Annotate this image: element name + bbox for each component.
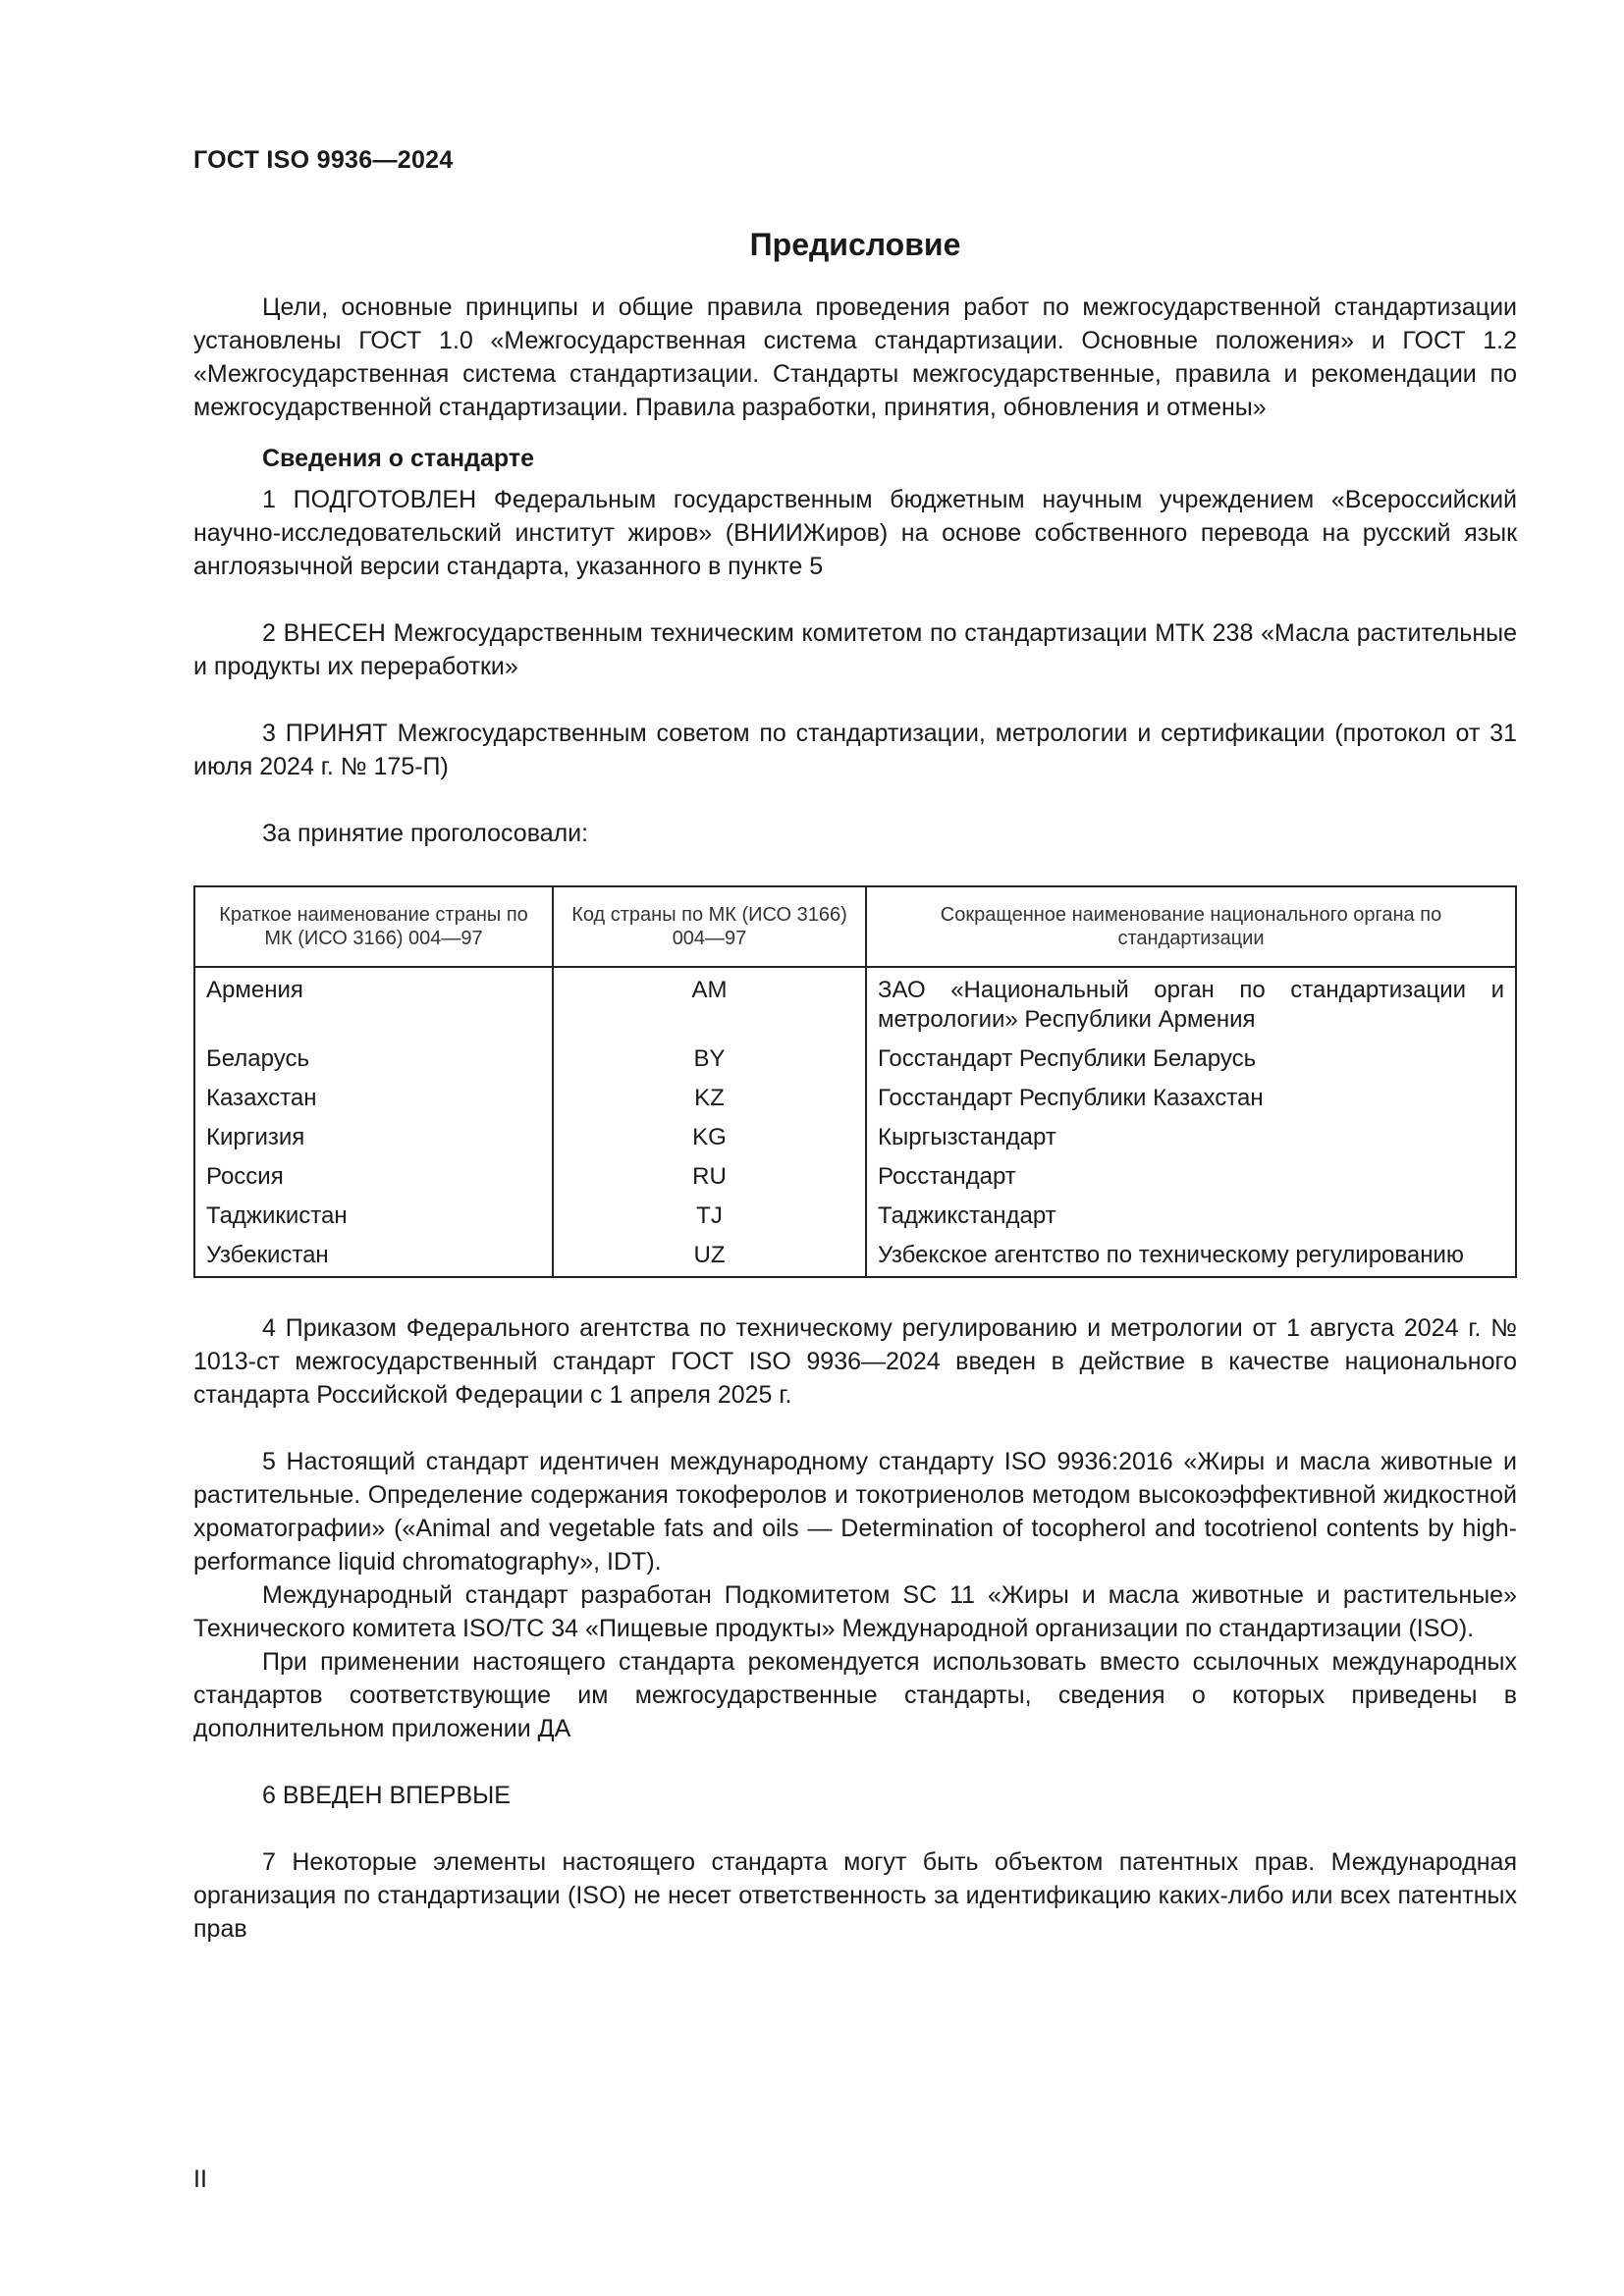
country-code: RU <box>553 1157 866 1197</box>
table-row <box>194 1197 1516 1236</box>
national-body: Узбекское агентство по техническому регулированию <box>878 1242 1464 1269</box>
country-name: Казахстан <box>194 1079 553 1118</box>
country-name: Россия <box>194 1157 553 1197</box>
item-3-paragraph: 3 ПРИНЯТ Межгосударственным советом по стандартизации, метрологии и сертификации (протокол от 31 июля 2024 г. № 175-П) <box>193 720 1517 781</box>
vote-intro: За принятие проголосовали: <box>262 820 589 848</box>
header-country-code: Код страны по МК (ИСО 3166) 004—97 <box>553 886 866 967</box>
voting-table <box>193 885 1517 1278</box>
item-5-application-paragraph: При применении настоящего стандарта рекомендуется использовать вместо ссылочных международных стандартов соответствующие им межгосударственные стандарты, сведения о которых приведены в дополнительном приложении ДА <box>193 1648 1517 1743</box>
country-name: Армения <box>194 967 553 1040</box>
country-code: KG <box>553 1118 866 1157</box>
national-body: Росстандарт <box>878 1163 1016 1191</box>
country-name: Таджикистан <box>194 1197 553 1236</box>
country-code: UZ <box>553 1236 866 1277</box>
document-page <box>193 145 1517 1946</box>
country-name: Киргизия <box>194 1118 553 1157</box>
item-5-paragraph: 5 Настоящий стандарт идентичен международному стандарту ISO 9936:2016 «Жиры и масла животные и растительные. Определение содержания токоферолов и токотриенолов методом высокоэффективной жидкостной хроматографии» («Animal and vegetable fats and oils — Determination of tocopherol and tocotrienol contents by high-performance liquid chromatography», IDT). <box>193 1448 1517 1576</box>
country-code: KZ <box>553 1079 866 1118</box>
table-row <box>194 1236 1516 1277</box>
table-row <box>194 1157 1516 1197</box>
item-2-paragraph: 2 ВНЕСЕН Межгосударственным техническим комитетом по стандартизации МТК 238 «Масла растительные и продукты их переработки» <box>193 619 1517 681</box>
table-row <box>194 967 1516 1040</box>
country-code: AM <box>553 967 866 1040</box>
page-number: II <box>193 2165 207 2193</box>
header-national-body: Сокращенное наименование национального органа по стандартизации <box>866 886 1516 967</box>
national-body: Госстандарт Республики Казахстан <box>878 1085 1264 1112</box>
item-1-paragraph: 1 ПОДГОТОВЛЕН Федеральным государственным бюджетным научным учреждением «Всероссийский научно-исследовательский институт жиров» (ВНИИЖиров) на основе собственного перевода на русский язык англоязычной версии стандарта, указанного в пункте 5 <box>193 486 1517 581</box>
country-name: Узбекистан <box>194 1236 553 1277</box>
table-row <box>194 1118 1516 1157</box>
national-body: Таджикстандарт <box>878 1202 1056 1230</box>
item-6-paragraph: 6 ВВЕДЕН ВПЕРВЫЕ <box>262 1782 511 1810</box>
item-4-paragraph: 4 Приказом Федерального агентства по техническому регулированию и метрологии от 1 августа 2024 г. № 1013-ст межгосударственный стандарт ГОСТ ISO 9936—2024 введен в действие в качестве национального стандарта Российской Федерации с 1 апреля 2025 г. <box>193 1314 1517 1410</box>
table-row <box>194 1079 1516 1118</box>
national-body: Кыргызстандарт <box>878 1124 1056 1151</box>
intro-paragraph: Цели, основные принципы и общие правила проведения работ по межгосударственной стандартизации установлены ГОСТ 1.0 «Межгосударственная система стандартизации. Основные положения» и ГОСТ 1.2 «Межгосударственная система стандартизации. Стандарты межгосударственные, правила и рекомендации по межгосударственной стандартизации. Правила разработки, принятия, обновления и отмены» <box>193 294 1517 422</box>
page-title: Предисловие <box>749 227 961 262</box>
national-body: ЗАО «Национальный орган по стандартизации и метрологии» Республики Армения <box>878 977 1504 1034</box>
national-body: Госстандарт Республики Беларусь <box>878 1045 1257 1073</box>
item-7-paragraph: 7 Некоторые элементы настоящего стандарта могут быть объектом патентных прав. Международная организация по стандартизации (ISO) не несет ответственность за идентификацию каких-либо или всех патентных прав <box>193 1848 1517 1944</box>
document-header: ГОСТ ISO 9936—2024 <box>193 146 454 174</box>
section-subheading: Сведения о стандарте <box>262 445 535 473</box>
country-code: TJ <box>553 1197 866 1236</box>
table-header-row <box>194 886 1516 967</box>
header-country-name: Краткое наименование страны по МК (ИСО 3166) 004—97 <box>194 886 553 967</box>
item-5-development-paragraph: Международный стандарт разработан Подкомитетом SC 11 «Жиры и масла животные и растительные» Технического комитета ISO/TC 34 «Пищевые продукты» Международной организации по стандартизации (ISO). <box>193 1581 1517 1643</box>
country-code: BY <box>553 1040 866 1079</box>
country-name: Беларусь <box>194 1040 553 1079</box>
table-row <box>194 1040 1516 1079</box>
